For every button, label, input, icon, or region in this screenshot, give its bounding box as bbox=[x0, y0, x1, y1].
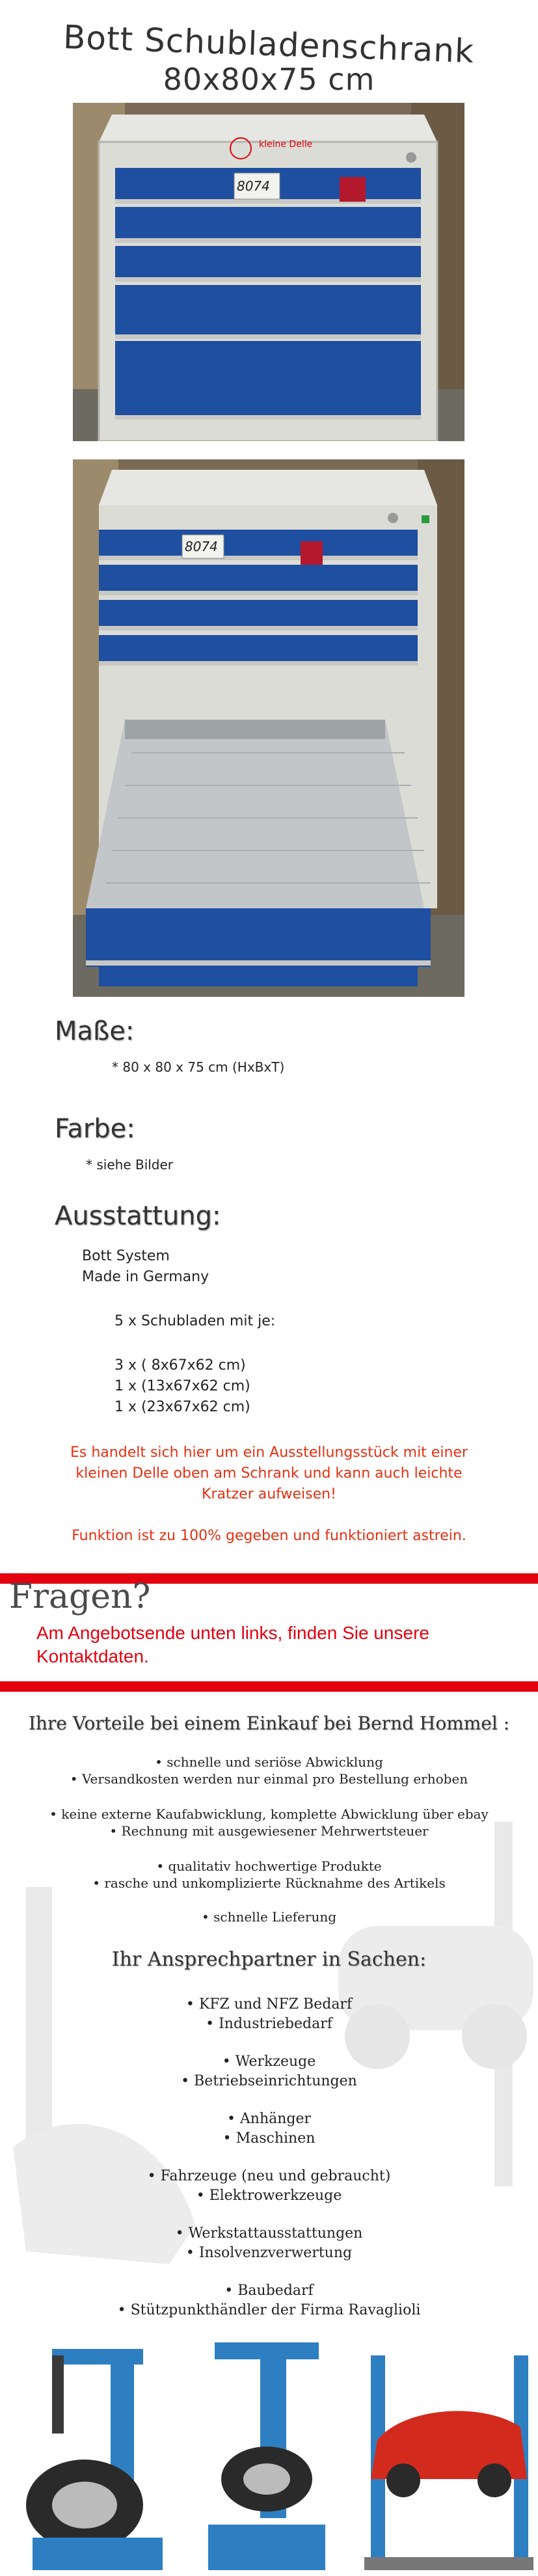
ansprech-item-4: • Betriebseinrichtungen bbox=[181, 2073, 357, 2089]
farbe-value: * siehe Bilder bbox=[86, 1157, 174, 1173]
fragen-heading: Fragen? bbox=[9, 1577, 151, 1616]
ansprech-item-10: • Insolvenzverwertung bbox=[185, 2245, 353, 2261]
masse-value: * 80 x 80 x 75 cm (HxBxT) bbox=[112, 1059, 285, 1075]
fragen-line-2: Kontaktdaten. bbox=[36, 1646, 149, 1666]
ansprech-item-3: • Werkzeuge bbox=[222, 2054, 316, 2070]
ansprech-item-2: • Industriebedarf bbox=[206, 2016, 332, 2032]
dent-annotation: kleine Delle bbox=[259, 139, 313, 150]
ansprech-item-6: • Maschinen bbox=[222, 2130, 316, 2147]
fragen-line-1: Am Angebotsende unten links, finden Sie unsere bbox=[36, 1623, 429, 1643]
ausstattung-heading: Ausstattung: bbox=[55, 1201, 221, 1231]
title-line-2: 80x80x75 cm bbox=[163, 62, 375, 97]
page-title bbox=[0, 18, 538, 98]
ansprech-item-1: • KFZ und NFZ Bedarf bbox=[185, 1996, 353, 2013]
vorteile-item-4: • Rechnung mit ausgewiesener Mehrwertsteuer bbox=[109, 1823, 429, 1839]
vorteile-item-5: • qualitativ hochwertige Produkte bbox=[156, 1858, 382, 1874]
ausstattung-line-2: Made in Germany bbox=[82, 1269, 209, 1285]
notice-line-1: Es handelt sich hier um ein Ausstellungsstück mit einer bbox=[70, 1444, 468, 1461]
masse-heading: Maße: bbox=[55, 1016, 135, 1046]
cabinet-open-illustration bbox=[73, 459, 464, 997]
farbe-heading: Farbe: bbox=[55, 1114, 135, 1144]
ausstattung-line-3: 5 x Schubladen mit je: bbox=[114, 1313, 276, 1329]
vorteile-item-7: • schnelle Lieferung bbox=[201, 1909, 337, 1925]
ansprech-item-12: • Stützpunkthändler der Firma Ravaglioli bbox=[117, 2302, 421, 2318]
notice-line-3: Kratzer aufweisen! bbox=[202, 1486, 336, 1502]
vorteile-item-3: • keine externe Kaufabwicklung, komplette Abwicklung über ebay bbox=[49, 1806, 489, 1822]
tire-changer-illustration bbox=[13, 2329, 176, 2573]
product-photo-closed bbox=[73, 103, 464, 441]
vorteile-item-6: • rasche und unkomplizierte Rücknahme des Artikels bbox=[92, 1875, 446, 1891]
vorteile-item-1: • schnelle und seriöse Abwicklung bbox=[155, 1754, 383, 1770]
ausstattung-line-4: 3 x ( 8x67x62 cm) bbox=[114, 1357, 246, 1374]
vorteile-item-2: • Versandkosten werden nur einmal pro Bestellung erhoben bbox=[70, 1771, 468, 1787]
tire-changer-icon bbox=[13, 2329, 176, 2573]
notice-line-2: kleinen Delle oben am Schrank und kann auch leichte bbox=[75, 1465, 463, 1482]
ansprech-item-7: • Fahrzeuge (neu und gebraucht) bbox=[147, 2168, 391, 2184]
ausstattung-line-5: 1 x (13x67x62 cm) bbox=[114, 1378, 250, 1394]
ausstattung-line-1: Bott System bbox=[82, 1248, 170, 1264]
car-lift-icon bbox=[351, 2329, 538, 2573]
wheel-balancer-illustration bbox=[195, 2329, 338, 2573]
ansprech-heading: Ihr Ansprechpartner in Sachen: bbox=[111, 1948, 427, 1971]
ansprech-item-8: • Elektrowerkzeuge bbox=[196, 2188, 342, 2204]
notice-line-4: Funktion ist zu 100% gegeben und funktioniert astrein. bbox=[72, 1528, 466, 1544]
product-photo-open bbox=[73, 459, 464, 997]
ansprech-item-11: • Baubedarf bbox=[224, 2283, 314, 2299]
car-lift-illustration bbox=[351, 2329, 538, 2573]
ausstattung-line-6: 1 x (23x67x62 cm) bbox=[114, 1399, 250, 1415]
cabinet-closed-illustration bbox=[73, 103, 464, 441]
stock-number-tag: 8074 bbox=[237, 178, 270, 194]
vorteile-heading: Ihre Vorteile bei einem Einkauf bei Bernd Hommel : bbox=[28, 1713, 510, 1734]
title-line-1: Bott Schubladenschrank bbox=[62, 18, 476, 71]
ansprech-item-5: • Anhänger bbox=[226, 2111, 312, 2127]
wheel-balancer-icon bbox=[195, 2329, 338, 2573]
divider-bottom bbox=[0, 1681, 538, 1692]
ansprech-item-9: • Werkstattausstattungen bbox=[175, 2225, 363, 2242]
stock-number-tag: 8074 bbox=[185, 539, 218, 554]
